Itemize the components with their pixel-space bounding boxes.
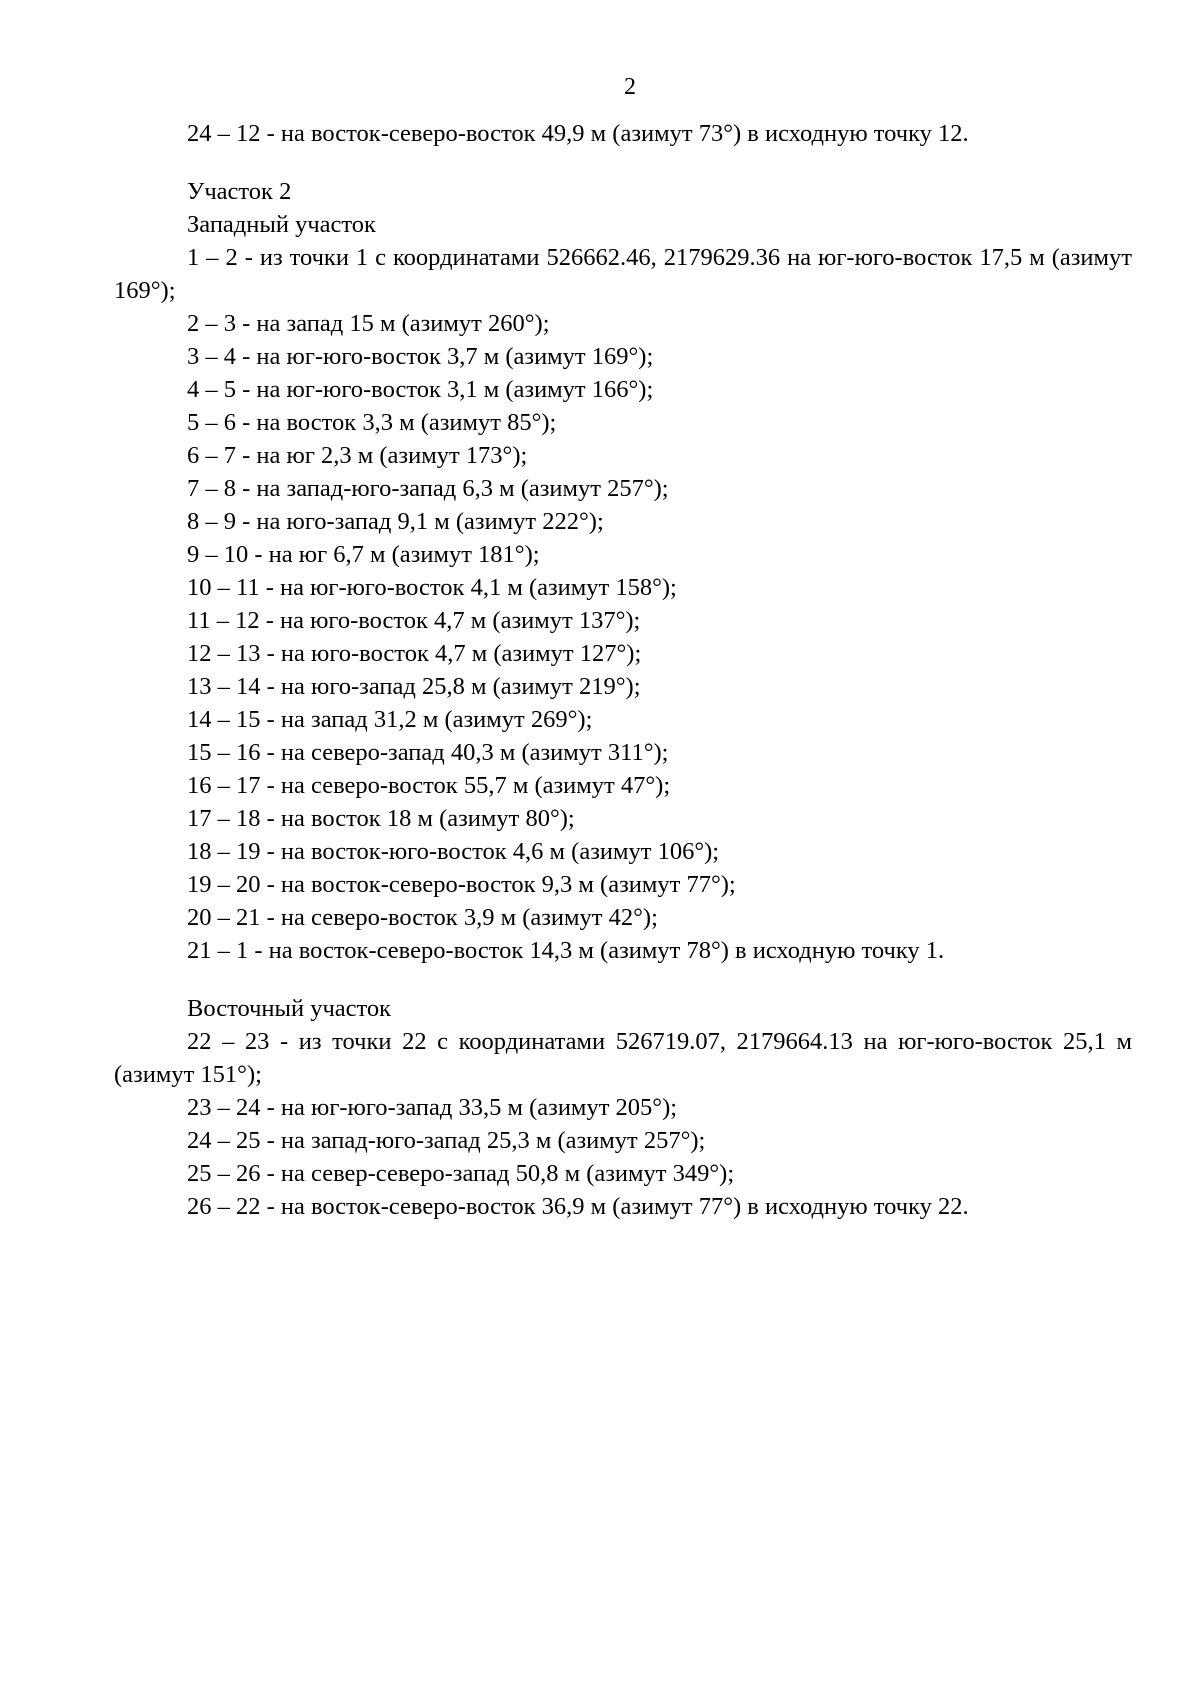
west-first-paragraph: 1 – 2 - из точки 1 с координатами 526662.46, 2179629.36 на юг-юго-восток 17,5 м (азимут 169°); [114,244,1132,304]
west-heading: Западный участок [187,211,376,238]
boundary-line: 6 – 7 - на юг 2,3 м (азимут 173°); [187,442,528,469]
boundary-line: 5 – 6 - на восток 3,3 м (азимут 85°); [187,409,557,436]
boundary-line: 24 – 25 - на запад-юго-запад 25,3 м (азимут 257°); [187,1127,706,1154]
boundary-line: 23 – 24 - на юг-юго-запад 33,5 м (азимут 205°); [187,1094,678,1121]
boundary-line: 2 – 3 - на запад 15 м (азимут 260°); [187,310,550,337]
boundary-line: 21 – 1 - на восток-северо-восток 14,3 м (азимут 78°) в исходную точку 1. [187,937,945,964]
east-heading: Восточный участок [187,995,392,1022]
boundary-line: 9 – 10 - на юг 6,7 м (азимут 181°); [187,541,540,568]
boundary-line: 12 – 13 - на юго-восток 4,7 м (азимут 127°); [187,640,642,667]
boundary-line: 25 – 26 - на север-северо-запад 50,8 м (азимут 349°); [187,1160,735,1187]
boundary-line: 18 – 19 - на восток-юго-восток 4,6 м (азимут 106°); [187,838,720,865]
boundary-line: 19 – 20 - на восток-северо-восток 9,3 м (азимут 77°); [187,871,736,898]
west-boundary-list [114,307,1132,967]
boundary-line: 20 – 21 - на северо-восток 3,9 м (азимут 42°); [187,904,658,931]
boundary-line: 3 – 4 - на юг-юго-восток 3,7 м (азимут 169°); [187,343,654,370]
spacer [114,150,1132,175]
boundary-line: 7 – 8 - на запад-юго-запад 6,3 м (азимут 257°); [187,475,669,502]
boundary-line: 16 – 17 - на северо-восток 55,7 м (азимут 47°); [187,772,671,799]
east-first-paragraph: 22 – 23 - из точки 22 с координатами 526719.07, 2179664.13 на юг-юго-восток 25,1 м (азимут 151°); [114,1028,1132,1088]
boundary-line: 14 – 15 - на запад 31,2 м (азимут 269°); [187,706,593,733]
document-body [114,117,1132,1223]
boundary-line: 8 – 9 - на юго-запад 9,1 м (азимут 222°); [187,508,604,535]
page-number: 2 [624,74,636,100]
intro-line: 24 – 12 - на восток-северо-восток 49,9 м (азимут 73°) в исходную точку 12. [187,120,969,147]
boundary-line: 26 – 22 - на восток-северо-восток 36,9 м (азимут 77°) в исходную точку 22. [187,1193,969,1220]
east-boundary-list [114,1091,1132,1223]
spacer [114,967,1132,992]
section-title: Участок 2 [187,178,292,205]
boundary-line: 11 – 12 - на юго-восток 4,7 м (азимут 137°); [187,607,641,634]
boundary-line: 4 – 5 - на юг-юго-восток 3,1 м (азимут 166°); [187,376,654,403]
boundary-line: 10 – 11 - на юг-юго-восток 4,1 м (азимут 158°); [187,574,677,601]
boundary-line: 13 – 14 - на юго-запад 25,8 м (азимут 219°); [187,673,641,700]
boundary-line: 15 – 16 - на северо-запад 40,3 м (азимут 311°); [187,739,669,766]
boundary-line: 17 – 18 - на восток 18 м (азимут 80°); [187,805,575,832]
